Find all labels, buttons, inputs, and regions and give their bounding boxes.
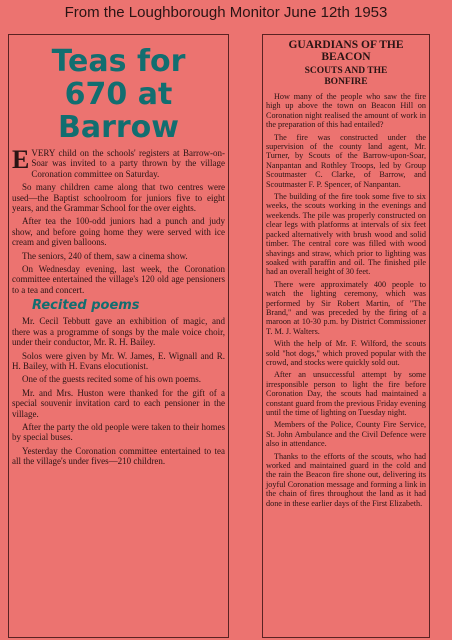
- article-subheadline: [266, 66, 426, 88]
- article-paragraph: The fire was constructed under the supervision of the county land agent, Mr. Turner, by Scouts of the Barrow-upon-Soar, Nanpantan and Rothley Troops, led by Group Scoutmaster C. Clarke, of Barrow, and Scoutmaster F. P. Spencer, of Nanpantan.: [266, 132, 426, 189]
- article-paragraph: Mr. Cecil Tebbutt gave an exhibition of magic, and there was a programme of songs by the male voice choir, under their conductor, Mr. R. H. Bailey.: [12, 316, 225, 348]
- article-headline: [266, 39, 426, 63]
- article-paragraph: EVERY child on the schools' registers at Barrow-on-Soar was invited to a party thrown by the village Coronation committee on Saturday.: [12, 145, 225, 179]
- article-paragraph: With the help of Mr. F. Wilford, the scouts sold "hot dogs," which proved popular with the crowd, and stocks were quickly sold out.: [266, 339, 426, 367]
- page-header: From the Loughborough Monitor June 12th 1953: [64, 4, 388, 21]
- headline-line: 670 at: [64, 77, 173, 112]
- article-paragraph: On Wednesday evening, last week, the Coronation committee entertained the village's 120 old age pensioners to a tea and concert.: [12, 264, 225, 295]
- article-paragraph: Members of the Police, County Fire Service, St. John Ambulance and the Civil Defence were also in attendance.: [266, 420, 426, 449]
- article-paragraph: After an unsuccessful attempt by some irresponsible person to light the fire before Coronation Day, the scouts had maintained a constant guard from the previous Friday evening until the time of lighting on Tuesday night.: [266, 370, 426, 417]
- headline-line: Barrow: [57, 110, 180, 145]
- article-paragraph: Mr. and Mrs. Huston were thanked for the gift of a special souvenir invitation card to each pensioner in the village.: [12, 387, 225, 419]
- article-paragraph: One of the guests recited some of his own poems.: [22, 374, 201, 385]
- subheadline-line: SCOUTS AND THE: [304, 66, 388, 76]
- headline-line: GUARDIANS OF THE: [288, 39, 404, 51]
- article-paragraph: The building of the fire took some five to six weeks, the scouts working in the evenings and weekends. The pile was properly constructed on clear legs with platforms at intervals of six feet packed alternatively with brush wood and solid timber. The central core was filled with wood shavings and straw, which prior to lighting was soaked with paraffin and oil. The finished pile had an overall height of 30 feet.: [266, 192, 426, 277]
- article-teas-for-670: [8, 34, 229, 638]
- article-paragraph: Solos were given by Mr. W. James, E. Wignall and R. H. Bailey, with H. Evans elocutionist.: [12, 350, 225, 371]
- article-subhead: Recited poems: [32, 298, 140, 314]
- article-paragraph: How many of the people who saw the fire high up above the town on Beacon Hill on Coronation night realised the amount of work in the preparation of this had entailed?: [266, 92, 426, 130]
- headline-line: Teas for: [51, 44, 186, 79]
- subheadline-line: BONFIRE: [324, 77, 368, 87]
- article-paragraph: After the party the old people were taken to their homes by special buses.: [12, 421, 225, 443]
- article-paragraph: Yesterday the Coronation committee entertained to tea all the village's under fives—210 children.: [12, 445, 225, 467]
- article-paragraph: After tea the 100-odd juniors had a punch and judy show, and before going home they were served with ice cream and given balloons.: [12, 216, 225, 248]
- article-headline: [12, 45, 225, 144]
- article-paragraph: So many children came along that two centres were used—the Baptist schoolroom for juniors five to eight years, and the Grammar School for the over eights.: [12, 182, 225, 214]
- article-paragraph: There were approximately 400 people to watch the lighting ceremony, which was performed by Sir Robert Martin, of "The Brand," and was preceded by the firing of a maroon at 10-30 p.m. by District Commissioner T. M. J. Walters.: [266, 279, 426, 336]
- headline-line: BEACON: [321, 51, 371, 63]
- article-paragraph: Thanks to the efforts of the scouts, who had worked and maintained guard in the cold and the rain the Beacon fire shone out, delivering its joyful Coronation message and forming a link in the chain of fires throughout the land as it had done in these earlier days of the First Elizabeth.: [266, 451, 426, 508]
- drop-cap: E: [12, 145, 30, 174]
- article-guardians-of-the-beacon: [262, 34, 430, 638]
- article-paragraph: The seniors, 240 of them, saw a cinema show.: [22, 250, 188, 261]
